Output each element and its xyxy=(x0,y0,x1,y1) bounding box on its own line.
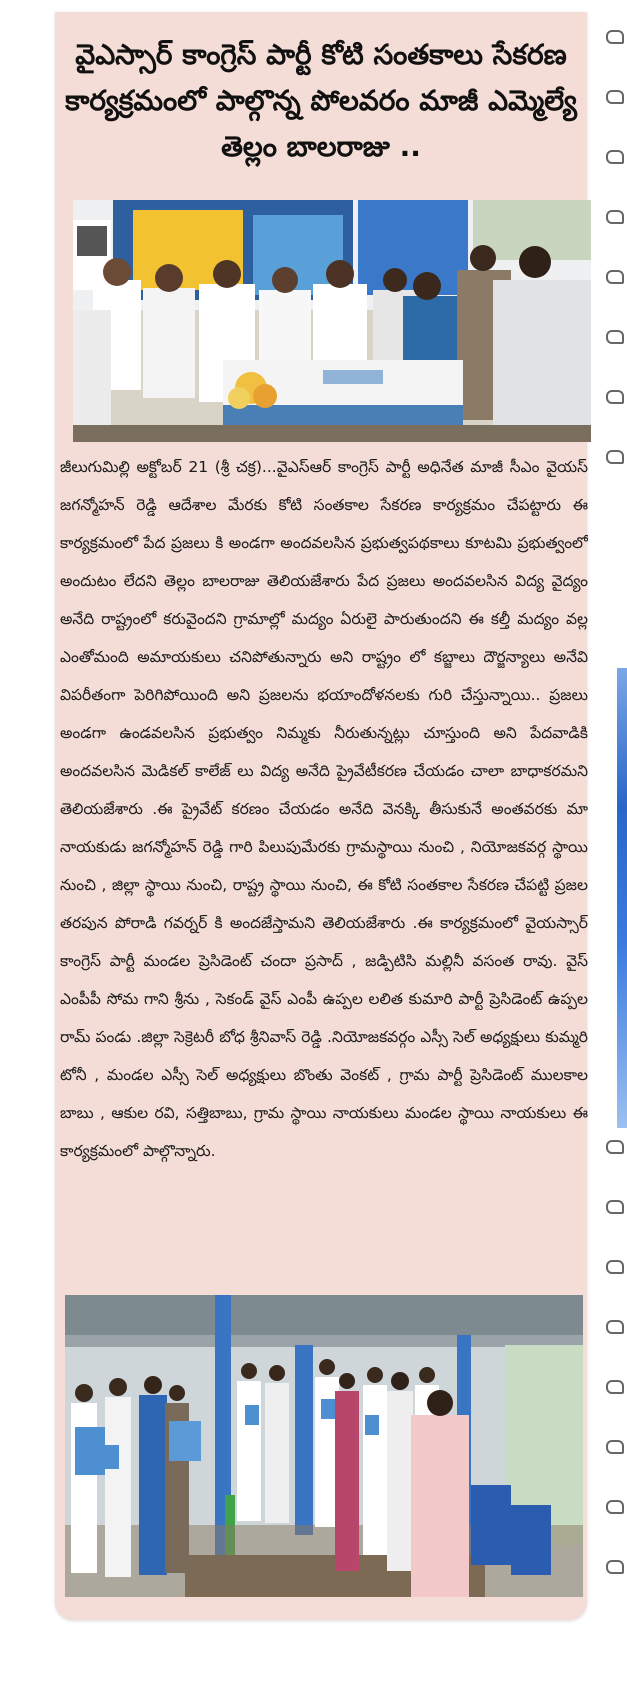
article-body: జీలుగుమిల్లి అక్టోబర్ 21 (శ్రీ చక్ర)...వైఎస్ఆర్ కాంగ్రెస్ పార్టీ అధినేత మాజీ సీఎం వైయస్ జగన్మోహన్ రెడ్డి ఆదేశాల మేరకు కోటి సంతకాల సేకరణ కార్యక్రమం చేపట్టారు ఈ కార్యక్రమంలో పేద ప్రజలు కి అండగా అందవలసిన ప్రభుత్వపథకాలు కూటమి ప్రభుత్వంలో అందుటం లేదని తెల్లం బాలరాజు తెలియజేశారు పేద ప్రజలు అందవలసిన విద్య వైద్యం అనేది రాష్ట్రంలో కరువైందని గ్రామాల్లో మద్యం ఏరులై పారుతుందని ఈ కల్తీ మద్యం వల్ల ఎంతోమంది అమాయకులు చనిపోతున్నారు అని రాష్ట్రం లో కబ్జాలు దౌర్జన్యాలు అనేవి విపరీతంగా పెరిగిపోయింది అని ప్రజలను భయాందోళనలకు గురి చేస్తున్నాయి.. ప్రజలు అండగా ఉండవలసిన ప్రభుత్వం నిమ్మకు నీరుతున్నట్లు చూస్తుంది అని పేదవాడికి అందవలసిన మెడికల్ కాలేజ్ లు విద్య అనేది ప్రైవేటీకరణ చేయడం చాలా బాధాకరమని తెలియజేశారు .ఈ ప్రైవేట్ కరణం చేయడం అనేది వెనక్కి తీసుకునే అంతవరకు మా నాయకుడు జగన్మోహన్ రెడ్డి గారి పిలుపుమేరకు గ్రామస్థాయి నుంచి , నియోజకవర్గ స్థాయి నుంచి , జిల్లా స్థాయి నుంచి, రాష్ట్ర స్థాయి నుంచి, ఈ కోటి సంతకాల సేకరణ చేపట్టి ప్రజల తరపున పోరాడి గవర్నర్ కి అందజేస్తామని తెలియజేశారు .ఈ కార్యక్రమంలో వైయస్సార్ కాంగ్రెస్ పార్టీ మండల ప్రెసిడెంట్ చందా ప్రసాద్ , జడ్పిటిసి మల్లినీ వసంత రావు. వైస్ ఎంపీపీ సోమ గాని శ్రీను , సెకండ్ వైస్ ఎంపీ ఉప్పల లలిత కుమారి పార్టీ ప్రెసిడెంట్ ఉప్పల రామ్ పండు .జిల్లా సెక్రెటరీ బోధ శ్రీనివాస్ రెడ్డి .నియోజకవర్గం ఎస్సీ సెల్ అధ్యక్షులు కుమ్మరి టోనీ , మండల ఎస్సీ సెల్ అధ్యక్షులు బొంతు వెంకట్ , గ్రామ పార్టీ ప్రెసిడెంట్ ములకాల బాబు , ఆకుల రవి, సత్తిబాబు, గ్రామ స్థాయి నాయకులు మండల స్థాయి నాయకులు ఈ కార్యక్రమంలో పాల్గొన్నారు. xyxy=(60,458,588,1160)
adjacent-photo-fragment xyxy=(617,668,627,1128)
adjacent-text-fragment xyxy=(606,1260,624,1274)
adjacent-text-fragment xyxy=(606,1200,624,1214)
adjacent-text-fragment xyxy=(606,270,624,284)
adjacent-text-fragment xyxy=(606,90,624,104)
group-photo-illustration xyxy=(65,1295,583,1597)
event-photo-group xyxy=(65,1295,583,1597)
adjacent-text-fragment xyxy=(606,450,624,464)
adjacent-text-fragment xyxy=(606,150,624,164)
photo-illustration xyxy=(73,200,591,442)
adjacent-text-fragment xyxy=(606,1140,624,1154)
adjacent-text-fragment xyxy=(606,390,624,404)
adjacent-text-fragment xyxy=(606,1560,624,1574)
article-headline: వైఎస్సార్ కాంగ్రెస్ పార్టీ కోటి సంతకాలు సేకరణ కార్యక్రమంలో పాల్గొన్న పోలవరం మాజీ ఎమ్మెల్యే తెల్లం బాలరాజు .. xyxy=(65,38,577,163)
event-photo-signature-collection xyxy=(73,200,591,442)
adjacent-text-fragment xyxy=(606,1440,624,1454)
adjacent-text-fragment xyxy=(606,1320,624,1334)
adjacent-text-fragment xyxy=(606,30,624,44)
adjacent-text-fragment xyxy=(606,330,624,344)
previous-article-fragment xyxy=(60,0,580,7)
adjacent-text-fragment xyxy=(606,1380,624,1394)
news-article xyxy=(55,12,587,1620)
adjacent-text-fragment xyxy=(606,1500,624,1514)
adjacent-text-fragment xyxy=(606,210,624,224)
